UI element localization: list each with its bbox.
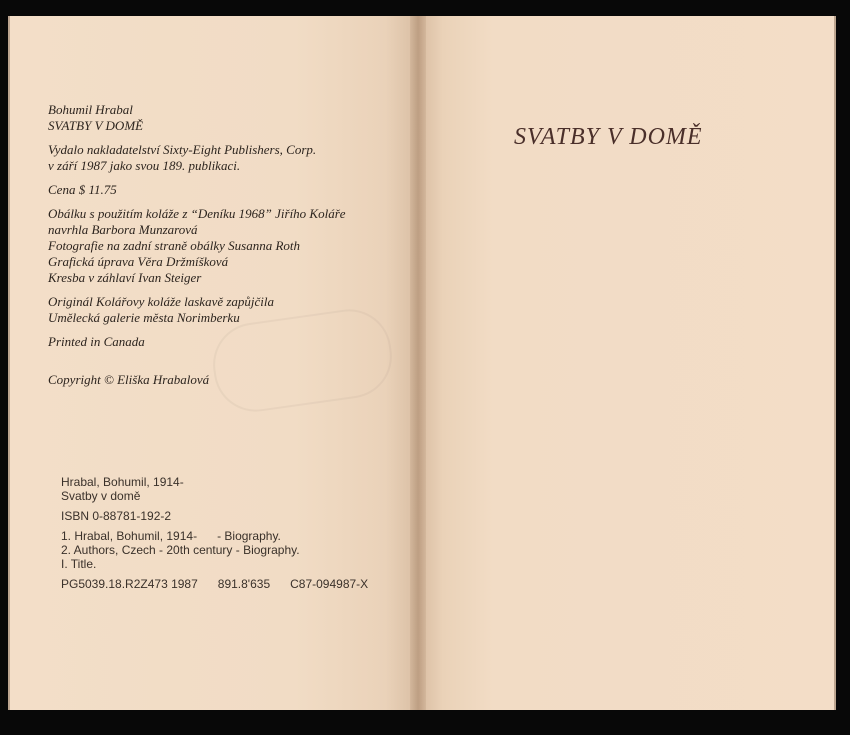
catalog-line-1: Hrabal, Bohumil, 1914- <box>61 475 184 489</box>
photo-credit: Fotografie na zadní straně obálky Susanna Roth <box>48 238 301 253</box>
left-page <box>8 16 418 710</box>
original-credit-line-1: Originál Kolářovy koláže laskavě zapůjčila <box>48 294 275 309</box>
cover-credit-line-2: navrhla Barbora Munzarová <box>48 222 198 237</box>
cover-credit-line-1: Obálku s použitím koláže z “Deníku 1968” Jiřího Koláře <box>48 206 346 221</box>
right-page <box>418 16 836 710</box>
drawing-credit: Kresba v záhlaví Ivan Steiger <box>48 270 202 285</box>
price: Cena $ 11.75 <box>48 182 117 197</box>
book-title-small: SVATBY V DOMĚ <box>48 118 144 133</box>
printed-in: Printed in Canada <box>48 334 145 349</box>
catalog-line-2: Svatby v domě <box>61 489 141 503</box>
copyright-line: Copyright © Eliška Hrabalová <box>48 372 210 387</box>
author-name: Bohumil Hrabal <box>48 102 133 117</box>
right-page-edge <box>834 16 836 710</box>
isbn: ISBN 0-88781-192-2 <box>61 509 172 523</box>
original-credit-line-2: Umělecká galerie města Norimberku <box>48 310 240 325</box>
catalog-record <box>61 475 391 591</box>
subject-2: 2. Authors, Czech - 20th century - Biography. <box>61 543 300 557</box>
classification-line: PG5039.18.R2Z473 1987 891.8'635 C87-094987-X <box>61 577 369 591</box>
credits-block <box>48 102 398 388</box>
publisher-line-1: Vydalo nakladatelství Sixty-Eight Publishers, Corp. <box>48 142 317 157</box>
publisher-line-2: v září 1987 jako svou 189. publikaci. <box>48 158 241 173</box>
left-page-edge <box>8 16 10 710</box>
book-gutter <box>410 16 426 710</box>
graphic-credit: Grafická úprava Věra Držmíšková <box>48 254 229 269</box>
title-page-heading: SVATBY V DOMĚ <box>514 124 703 150</box>
subject-1: 1. Hrabal, Bohumil, 1914- - Biography. <box>61 529 281 543</box>
subject-3: I. Title. <box>61 557 97 571</box>
